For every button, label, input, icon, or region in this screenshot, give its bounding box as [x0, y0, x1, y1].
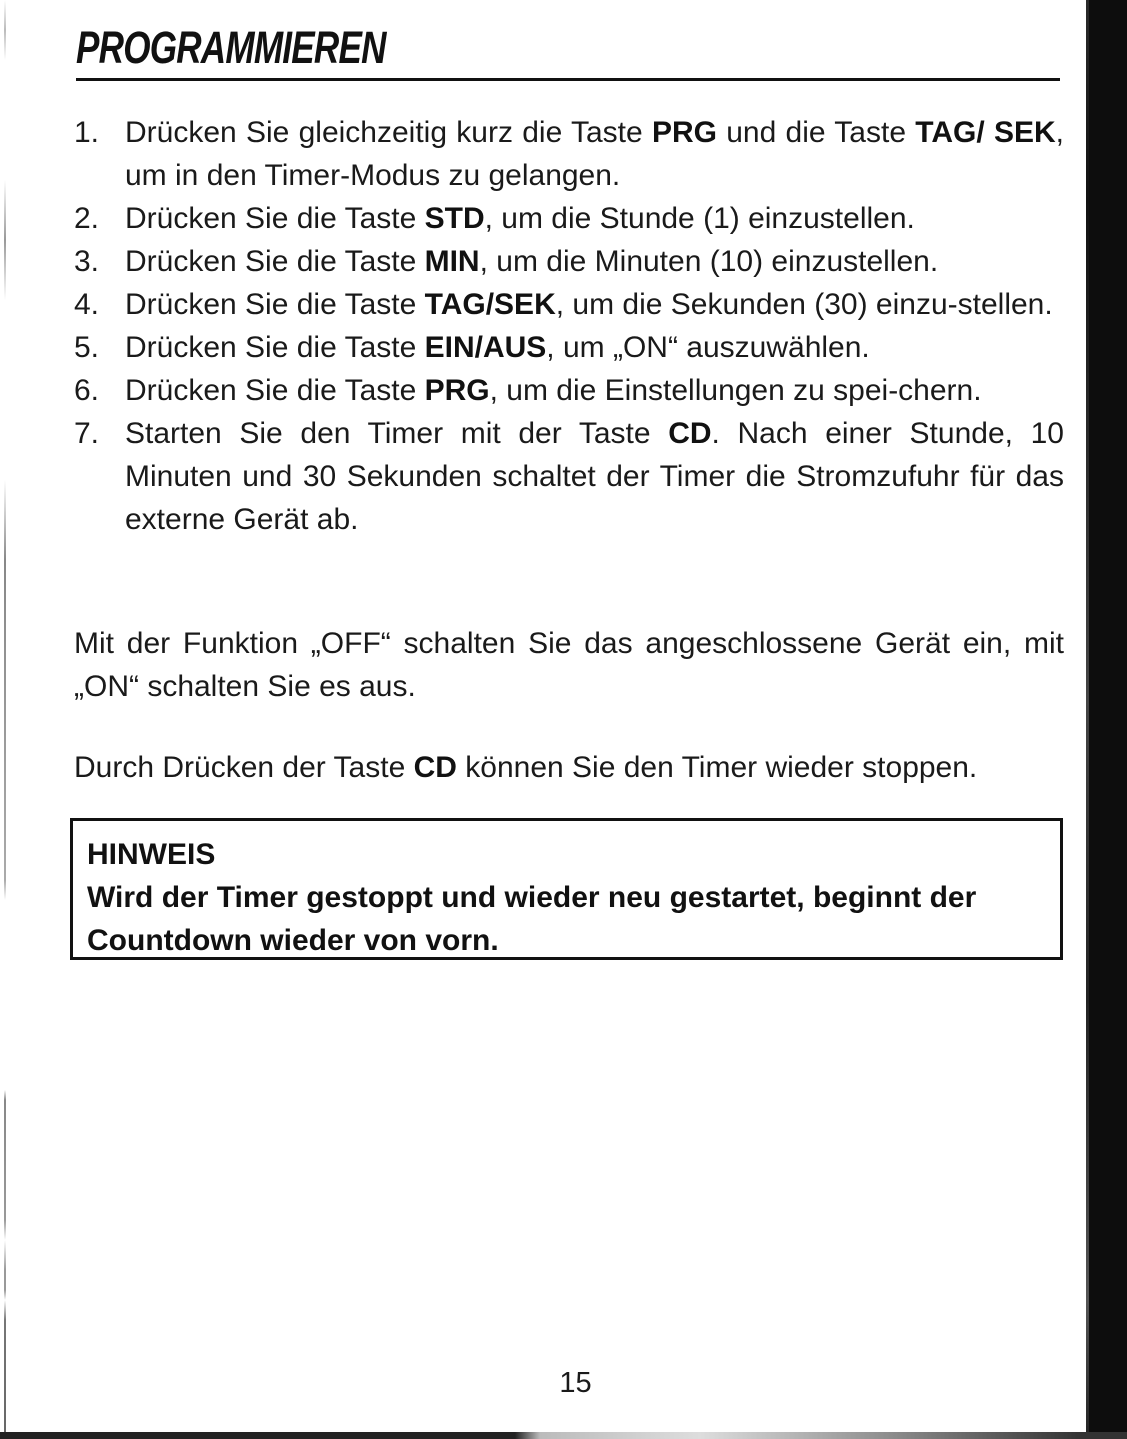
step-text: Drücken Sie die Taste: [125, 374, 425, 407]
step-text: . Nach einer Stunde, 10 Minuten und 30 Sekunden schaltet der Timer die Stromzufuhr für das externe Gerät ab.: [125, 417, 1064, 536]
note-paragraph: Mit der Funktion „OFF“ schalten Sie das angeschlossene Gerät ein, mit „ON“ schalten Sie es aus.: [74, 627, 1064, 703]
step-key: TAG/SEK: [424, 288, 556, 321]
step-item: [74, 111, 1064, 197]
step-text: Drücken Sie gleichzeitig kurz die Taste: [125, 116, 652, 149]
stop-text-before: Durch Drücken der Taste: [74, 751, 414, 784]
step-item: [74, 369, 1064, 412]
instruction-steps: [74, 111, 1064, 541]
step-text: , um die Einstellungen zu spei-chern.: [489, 374, 982, 407]
step-text: Drücken Sie die Taste: [125, 331, 425, 364]
step-key: PRG: [651, 116, 717, 149]
page-title: PROGRAMMIEREN: [76, 22, 386, 73]
step-text: Drücken Sie die Taste: [125, 288, 425, 321]
stop-text-after: können Sie den Timer wieder stoppen.: [456, 751, 978, 784]
scan-right-edge: [1089, 0, 1127, 1439]
step-key: STD: [424, 202, 485, 235]
step-text: Drücken Sie die Taste: [125, 245, 425, 278]
step-text: , um die Sekunden (30) einzu-stellen.: [555, 288, 1053, 321]
step-text: und die Taste: [716, 116, 916, 149]
step-key: EIN/AUS: [424, 331, 547, 364]
step-item: [74, 240, 1064, 283]
hinweis-title: HINWEIS: [87, 838, 216, 871]
step-key: TAG/ SEK: [915, 116, 1056, 149]
hinweis-text: Wird der Timer gestoppt und wieder neu gestartet, beginnt der Countdown wieder von vorn.: [87, 881, 977, 957]
step-text: , um die Stunde (1) einzustellen.: [484, 202, 915, 235]
page-number: [0, 1365, 1127, 1401]
step-text: , um die Minuten (10) einzustellen.: [479, 245, 939, 278]
step-item: [74, 283, 1064, 326]
page-number-text: 15: [559, 1367, 592, 1399]
step-key: CD: [668, 417, 712, 450]
step-number: 2.: [74, 202, 100, 235]
step-number: 4.: [74, 288, 100, 321]
step-text: , um in den Timer-Modus zu gelangen.: [125, 116, 1065, 192]
step-item: [74, 197, 1064, 240]
stop-instruction: [74, 746, 1064, 789]
step-number: 7.: [74, 417, 100, 450]
step-text: Drücken Sie die Taste: [125, 202, 425, 235]
page-header: [76, 18, 1060, 81]
scan-left-edge: [4, 0, 6, 1439]
step-text: Starten Sie den Timer mit der Taste: [125, 417, 669, 450]
step-number: 3.: [74, 245, 100, 278]
step-text: , um „ON“ auszuwählen.: [546, 331, 870, 364]
step-item: [74, 412, 1064, 541]
step-key: PRG: [424, 374, 490, 407]
step-number: 5.: [74, 331, 100, 364]
step-key: MIN: [424, 245, 480, 278]
stop-key: CD: [413, 751, 457, 784]
hinweis-box: [70, 818, 1063, 960]
step-number: 1.: [74, 116, 100, 149]
scan-bottom-edge: [0, 1432, 1127, 1439]
step-item: [74, 326, 1064, 369]
step-number: 6.: [74, 374, 100, 407]
